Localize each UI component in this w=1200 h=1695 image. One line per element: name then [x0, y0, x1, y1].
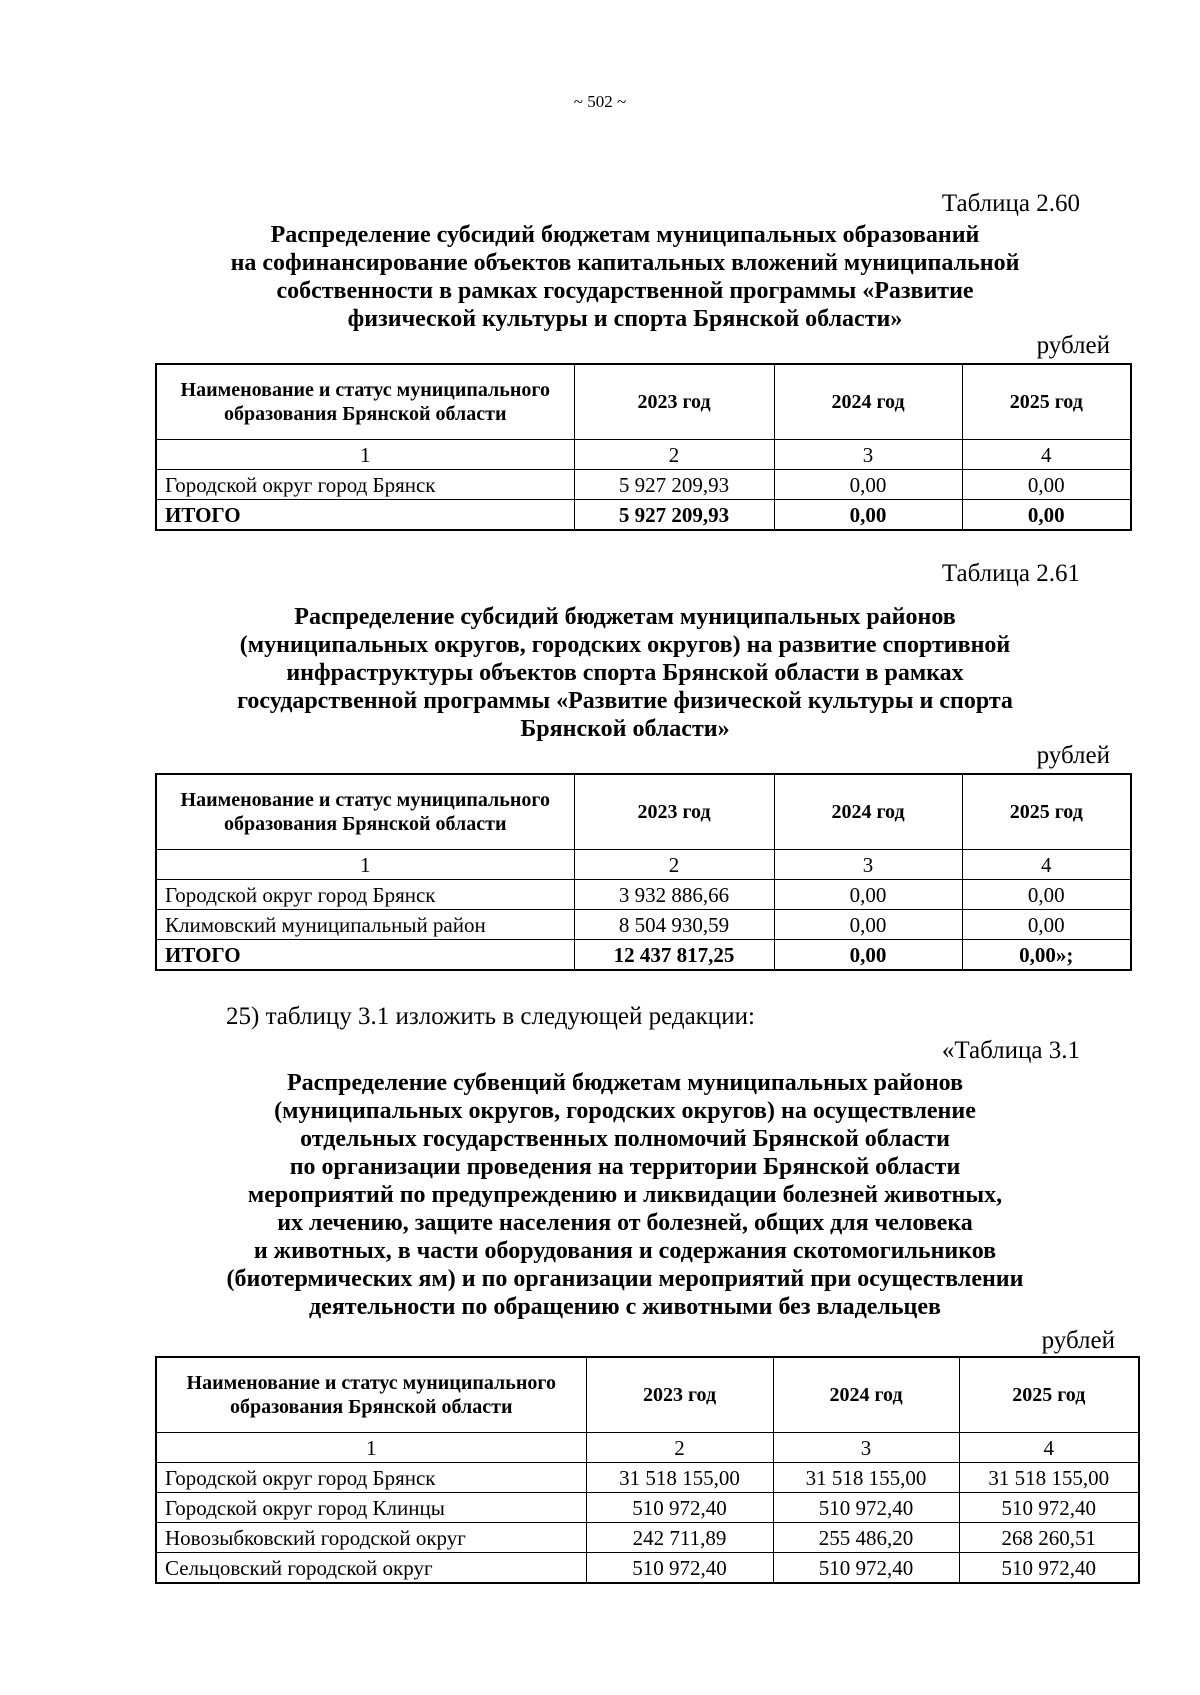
table-row: [156, 880, 1131, 910]
column-number: 4: [959, 1433, 1139, 1463]
header-2023: 2023 год: [586, 1357, 773, 1433]
total-2023: 12 437 817,25: [574, 940, 774, 971]
total-2023: 5 927 209,93: [574, 500, 774, 531]
municipality-name: Городской округ город Брянск: [156, 880, 574, 910]
value-2024: 0,00: [774, 910, 962, 940]
column-number: 3: [774, 440, 962, 470]
value-2024: 0,00: [774, 880, 962, 910]
value-2025: 510 972,40: [959, 1553, 1139, 1584]
total-2025: 0,00: [962, 500, 1131, 531]
value-2025: 0,00: [962, 470, 1131, 500]
value-2025: 31 518 155,00: [959, 1463, 1139, 1493]
header-2024: 2024 год: [774, 364, 962, 440]
header-2025: 2025 год: [962, 364, 1131, 440]
value-2023: 510 972,40: [586, 1553, 773, 1584]
value-2025: 510 972,40: [959, 1493, 1139, 1523]
column-number: 2: [586, 1433, 773, 1463]
header-2023: 2023 год: [574, 774, 774, 850]
table-row: [156, 1493, 1139, 1523]
header-2025: 2025 год: [962, 774, 1131, 850]
table-2-61-title: Распределение субсидий бюджетам муниципальных районов (муниципальных округов, городских округов) на развитие спортивной инфраструктуры объектов спорта Брянской области в рамках государственной программы «Развитие физической культуры и спорта Брянской области»: [237, 604, 1013, 742]
table-3-1: [155, 1356, 1140, 1584]
column-number: 2: [574, 850, 774, 880]
value-2023: 5 927 209,93: [574, 470, 774, 500]
header-2025: 2025 год: [959, 1357, 1139, 1433]
total-label: ИТОГО: [156, 500, 574, 531]
value-2025: 268 260,51: [959, 1523, 1139, 1553]
page-number: ~ 502 ~: [573, 92, 627, 111]
table-row: [156, 1463, 1139, 1493]
value-2025: 0,00: [962, 910, 1131, 940]
total-row: [156, 940, 1131, 971]
table-header-row: [156, 364, 1131, 440]
value-2024: 510 972,40: [773, 1493, 959, 1523]
value-2024: 0,00: [774, 470, 962, 500]
header-2024: 2024 год: [774, 774, 962, 850]
table-2-60-label: Таблица 2.60: [941, 190, 1080, 217]
header-2024: 2024 год: [773, 1357, 959, 1433]
column-number: 4: [962, 440, 1131, 470]
column-number: 3: [773, 1433, 959, 1463]
column-number-row: [156, 1433, 1139, 1463]
units-label: рублей: [1041, 1327, 1115, 1354]
header-2023: 2023 год: [574, 364, 774, 440]
value-2025: 0,00: [962, 880, 1131, 910]
table-row: [156, 1523, 1139, 1553]
value-2023: 510 972,40: [586, 1493, 773, 1523]
column-number-row: [156, 440, 1131, 470]
total-label: ИТОГО: [156, 940, 574, 971]
units-label: рублей: [1036, 742, 1110, 769]
value-2023: 242 711,89: [586, 1523, 773, 1553]
column-number-row: [156, 850, 1131, 880]
table-header-row: [156, 774, 1131, 850]
municipality-name: Климовский муниципальный район: [156, 910, 574, 940]
value-2023: 3 932 886,66: [574, 880, 774, 910]
table-2-60: [155, 363, 1132, 531]
column-number: 2: [574, 440, 774, 470]
table-2-61: [155, 773, 1132, 971]
column-number: 1: [156, 440, 574, 470]
table-row: [156, 910, 1131, 940]
units-label: рублей: [1036, 332, 1110, 359]
table-3-1-label: «Таблица 3.1: [941, 1037, 1080, 1064]
header-name: Наименование и статус муниципального образования Брянской области: [156, 364, 574, 440]
municipality-name: Городской округ город Брянск: [156, 470, 574, 500]
value-2023: 8 504 930,59: [574, 910, 774, 940]
header-name: Наименование и статус муниципального образования Брянской области: [156, 774, 574, 850]
column-number: 1: [156, 1433, 586, 1463]
column-number: 3: [774, 850, 962, 880]
total-2025: 0,00»;: [962, 940, 1131, 971]
table-3-1-title: Распределение субвенций бюджетам муниципальных районов (муниципальных округов, городских округов) на осуществление отдельных государственных полномочий Брянской области по организации проведения на территории Брянской области мероприятий по предупреждению и ликвидации болезней животных, их лечению, защите населения от болезней, общих для человека и животных, в части оборудования и содержания скотомогильников (биотермических ям) и по организации мероприятий при осуществлении деятельности по обращению с животными без владельцев: [226, 1070, 1024, 1320]
municipality-name: Новозыбковский городской округ: [156, 1523, 586, 1553]
value-2024: 255 486,20: [773, 1523, 959, 1553]
table-2-60-title: Распределение субсидий бюджетам муниципальных образований на софинансирование объектов капитальных вложений муниципальной собственности в рамках государственной программы «Развитие физической культуры и спорта Брянской области»: [230, 222, 1020, 332]
value-2024: 510 972,40: [773, 1553, 959, 1584]
total-2024: 0,00: [774, 500, 962, 531]
municipality-name: Сельцовский городской округ: [156, 1553, 586, 1584]
column-number: 4: [962, 850, 1131, 880]
municipality-name: Городской округ город Клинцы: [156, 1493, 586, 1523]
table-row: [156, 1553, 1139, 1584]
table-row: [156, 470, 1131, 500]
table-2-61-label: Таблица 2.61: [941, 560, 1080, 587]
header-name: Наименование и статус муниципального образования Брянской области: [156, 1357, 586, 1433]
total-row: [156, 500, 1131, 531]
table-header-row: [156, 1357, 1139, 1433]
amendment-paragraph: 25) таблицу 3.1 изложить в следующей редакции:: [226, 1003, 755, 1030]
column-number: 1: [156, 850, 574, 880]
value-2023: 31 518 155,00: [586, 1463, 773, 1493]
total-2024: 0,00: [774, 940, 962, 971]
municipality-name: Городской округ город Брянск: [156, 1463, 586, 1493]
value-2024: 31 518 155,00: [773, 1463, 959, 1493]
